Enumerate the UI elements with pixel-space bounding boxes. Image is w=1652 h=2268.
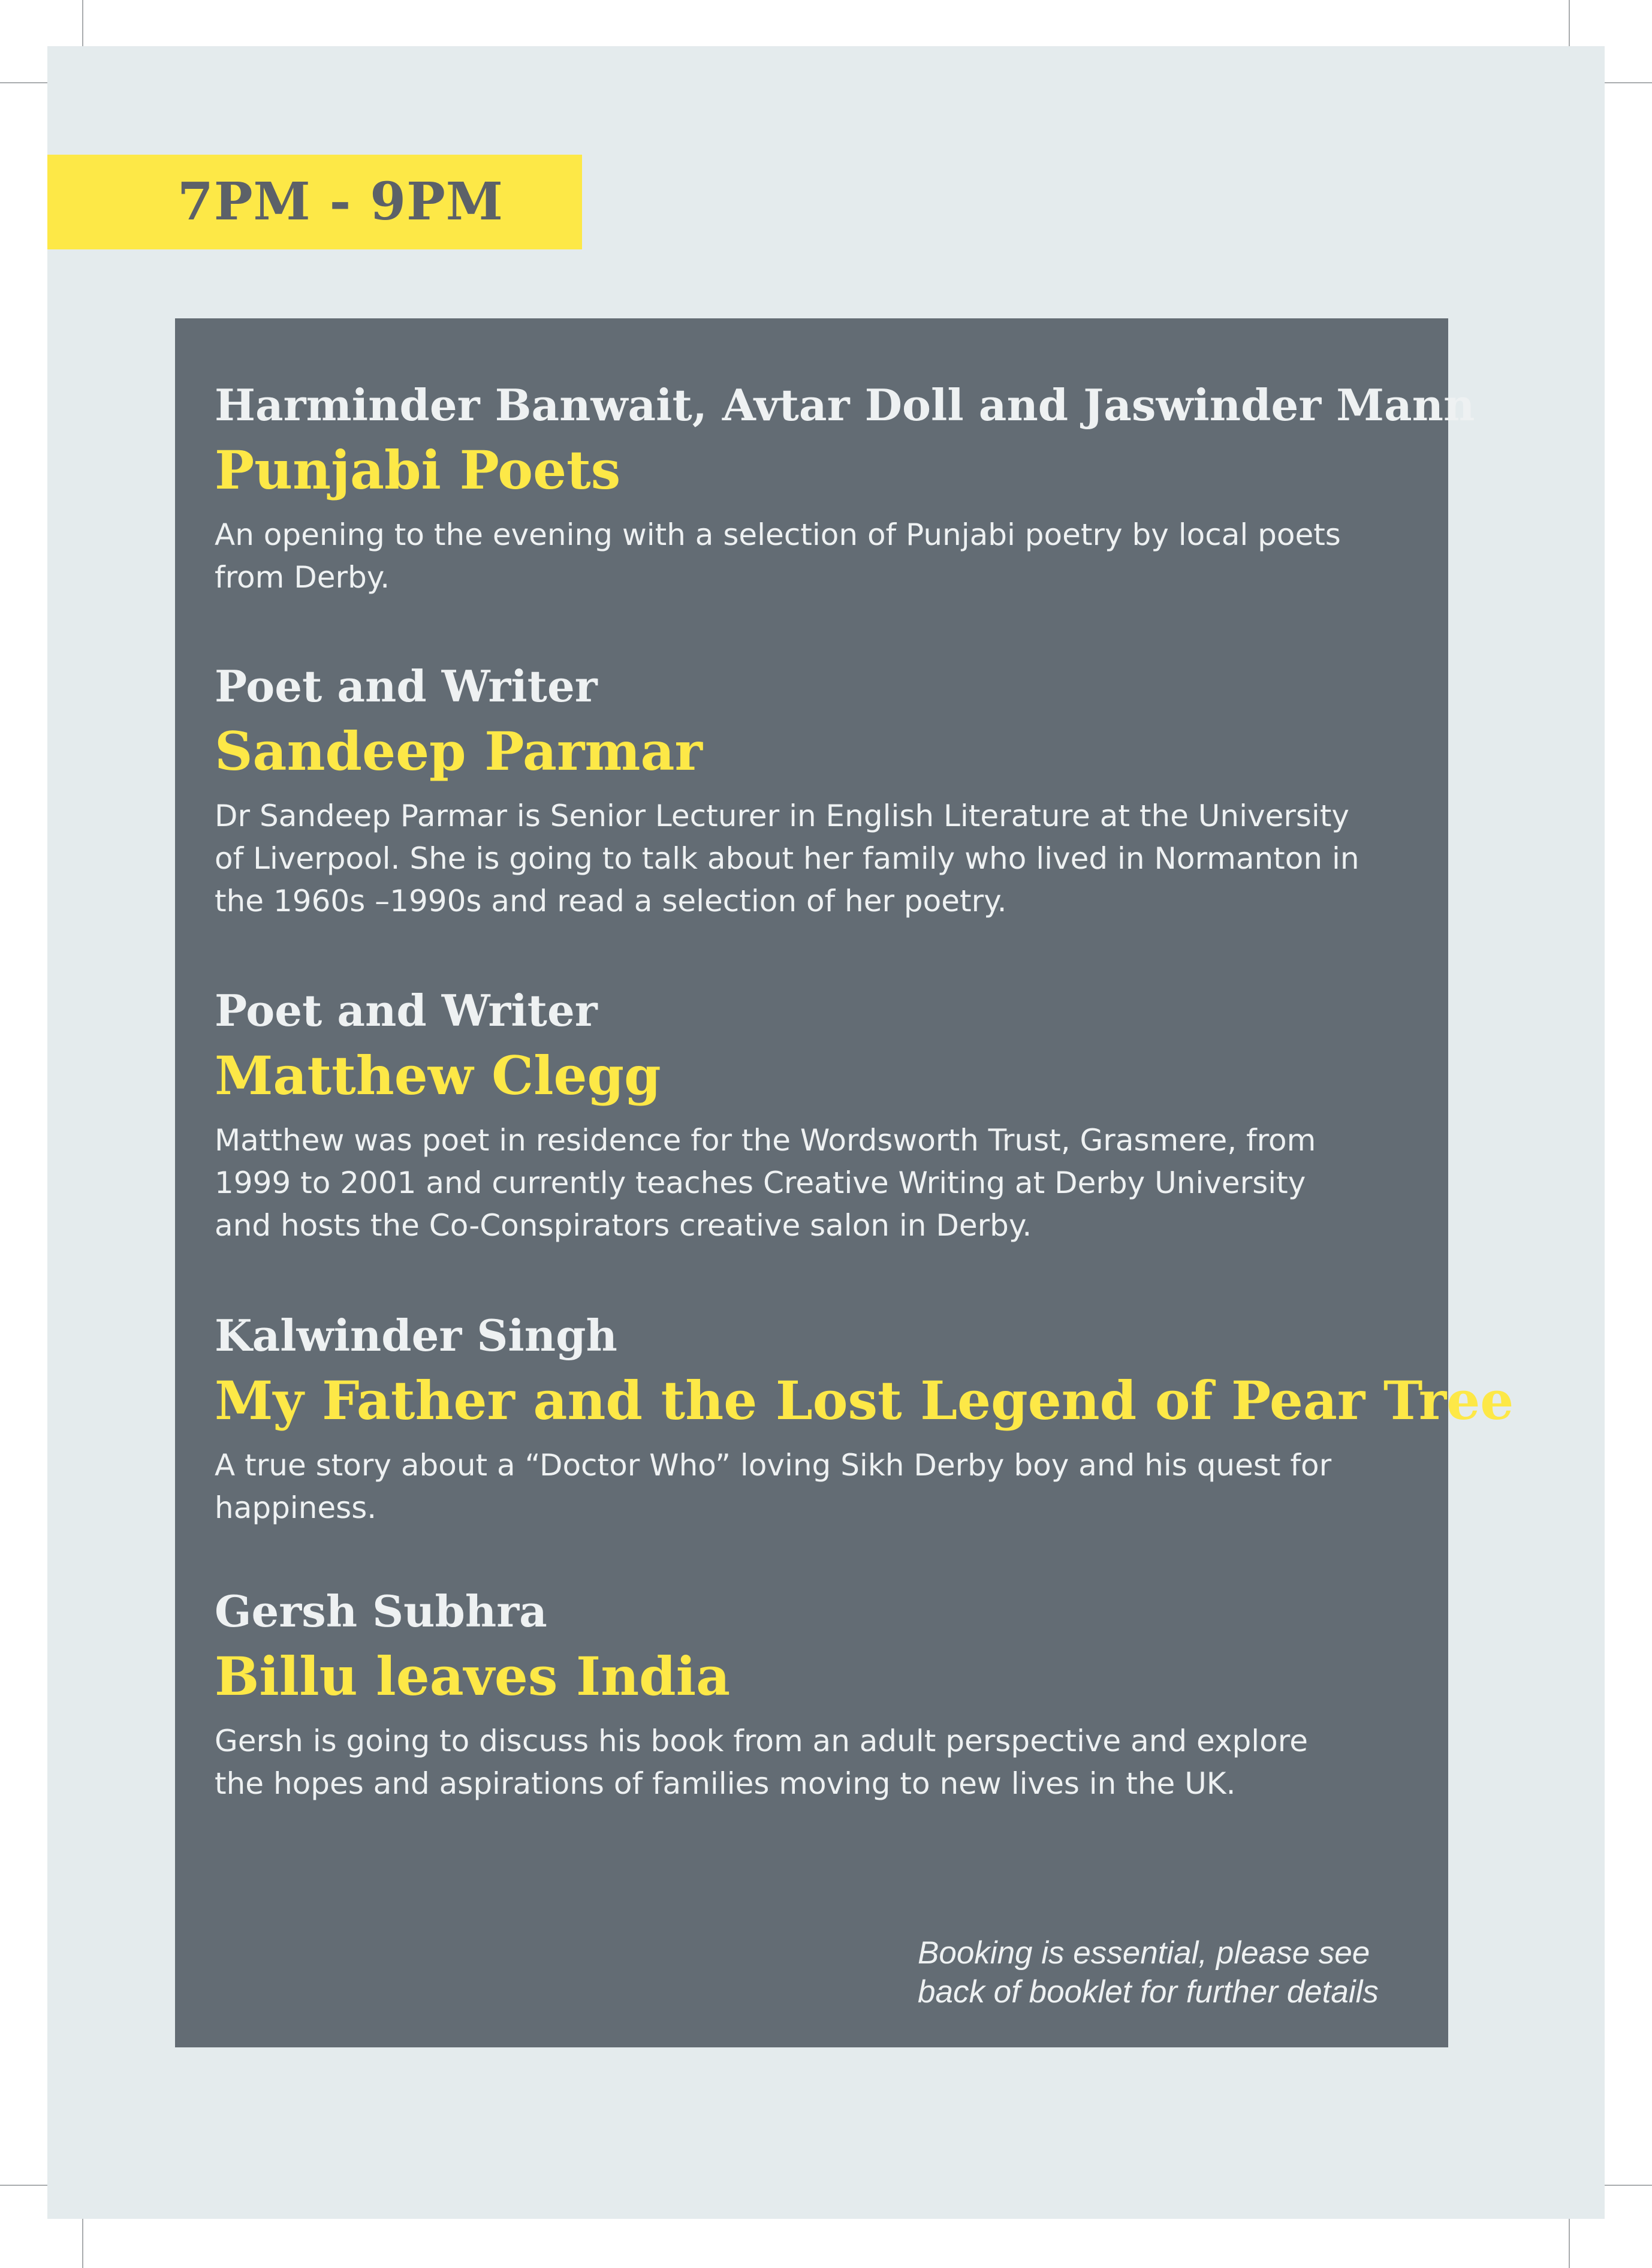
event-description: An opening to the evening with a selection of Punjabi poetry by local poets from Derby. — [215, 517, 1341, 595]
event-description: Matthew was poet in residence for the Wordsworth Trust, Grasmere, from 1999 to 2001 and currently teaches Creative Writing at Derby University and hosts the Co-Conspirators creative salon in Derby. — [215, 1123, 1316, 1243]
booking-note: Booking is essential, please see back of booklet for further details — [918, 1935, 1379, 2010]
event-item — [215, 378, 1475, 599]
event-item — [215, 659, 1419, 923]
event-description: Gersh is going to discuss his book from an adult perspective and explore the hopes and aspirations of families moving to new lives in the UK. — [215, 1724, 1308, 1801]
event-presenter: Gersh Subhra — [215, 1586, 547, 1637]
event-presenter: Poet and Writer — [215, 985, 598, 1036]
event-presenter: Harminder Banwait, Avtar Doll and Jaswinder Mann — [215, 379, 1475, 430]
event-title: Billu leaves India — [215, 1645, 731, 1707]
event-item — [215, 1309, 1514, 1529]
event-description: Dr Sandeep Parmar is Senior Lecturer in English Literature at the University of Liverpool. She is going to talk about her family who lived in Normanton in the 1960s –1990s and read a selection of her poetry. — [215, 799, 1359, 918]
time-label: 7PM - 9PM — [177, 171, 504, 232]
event-title: My Father and the Lost Legend of Pear Tree — [215, 1369, 1514, 1432]
event-presenter: Poet and Writer — [215, 661, 598, 712]
event-title: Sandeep Parmar — [215, 720, 703, 782]
event-item — [215, 1585, 1419, 1805]
event-title: Punjabi Poets — [215, 439, 621, 501]
event-description: A true story about a “Doctor Who” loving Sikh Derby boy and his quest for happiness. — [215, 1448, 1332, 1525]
event-presenter: Kalwinder Singh — [215, 1310, 617, 1361]
event-title: Matthew Clegg — [215, 1044, 661, 1107]
event-item — [215, 984, 1419, 1247]
